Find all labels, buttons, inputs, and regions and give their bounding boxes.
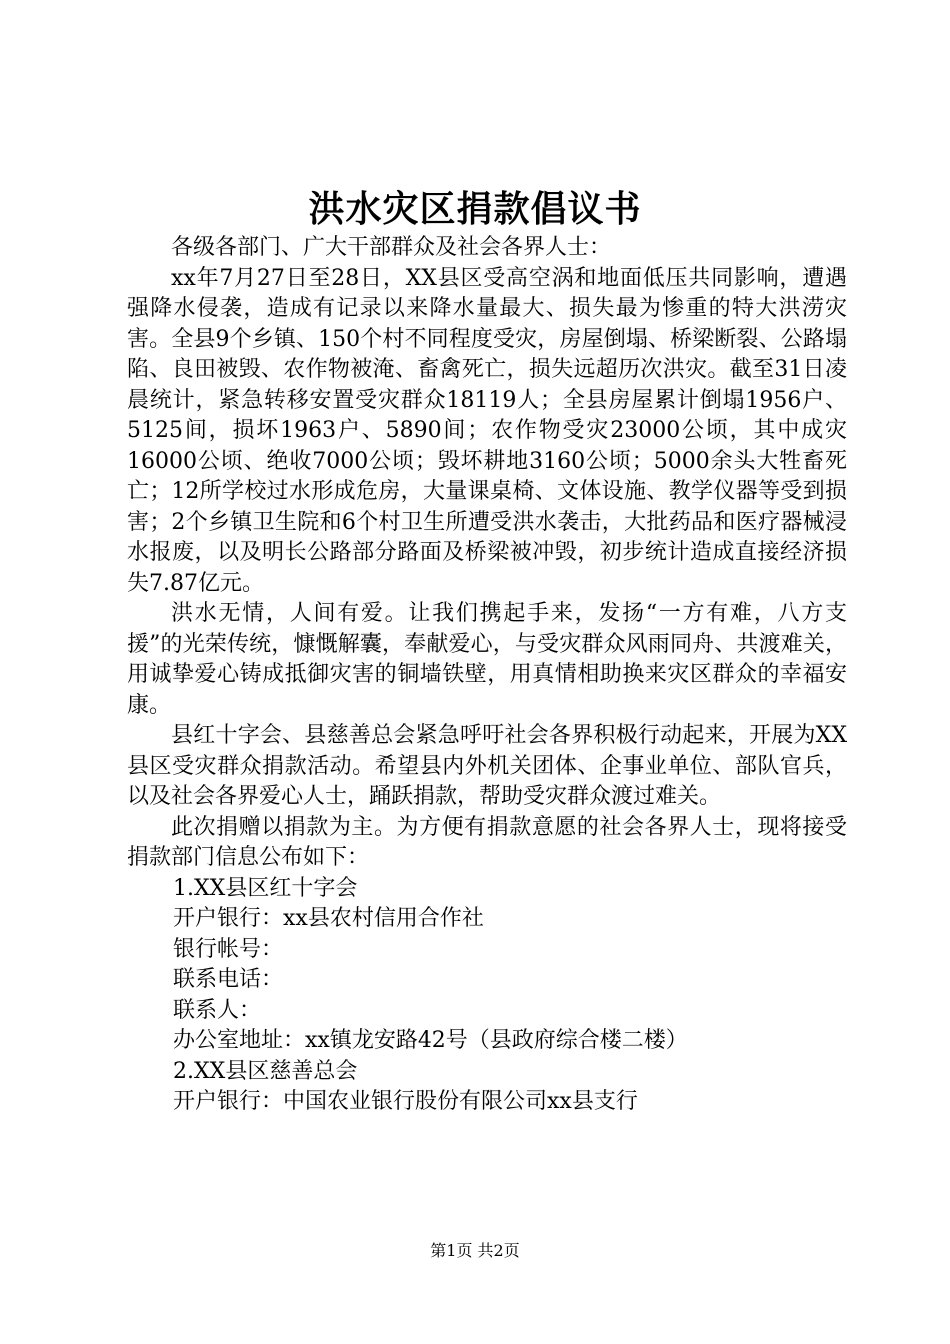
org1-name: 1.XX县区红十字会: [173, 875, 358, 901]
org1-account: 银行帐号：: [173, 936, 284, 962]
org1-address: 办公室地址：xx镇龙安路42号（县政府综合楼二楼）: [173, 1028, 688, 1053]
paragraph-appeal: 洪水无情，人间有爱。让我们携起手来，发扬“一方有难，八方支援”的光荣传统，慷慨解囊，奉献爱心，与受灾群众风雨同舟、共渡难关，用诚挚爱心铸成抵御灾害的铜墙铁壁，用真情相助换来灾区群众的幸福安康。: [127, 601, 847, 718]
org2-name: 2.XX县区慈善总会: [173, 1058, 358, 1084]
page-title: 洪水灾区捐款倡议书: [308, 188, 642, 230]
salutation: 各级各部门、广大干部群众及社会各界人士：: [171, 235, 612, 260]
org1-bank: 开户银行：xx县农村信用合作社: [173, 906, 484, 931]
org1-phone: 联系电话：: [173, 967, 284, 992]
page-number: 第1页 共2页: [430, 1241, 520, 1260]
paragraph-campaign: 县红十字会、县慈善总会紧急呼吁社会各界积极行动起来，开展为XX县区受灾群众捐款活动。希望县内外机关团体、企事业单位、部队官兵，以及社会各界爱心人士，踊跃捐款，帮助受灾群众渡过难关。: [127, 723, 847, 809]
org1-contact: 联系人：: [173, 997, 262, 1023]
org2-bank: 开户银行：中国农业银行股份有限公司xx县支行: [173, 1089, 638, 1114]
document-body: [127, 233, 847, 1118]
paragraph-donation-info: 此次捐赠以捐款为主。为方便有捐款意愿的社会各界人士，现将接受捐款部门信息公布如下：: [127, 814, 847, 870]
paragraph-disaster-report: xx年7月27日至28日，XX县区受高空涡和地面低压共同影响，遭遇强降水侵袭，造成有记录以来降水量最大、损失最为惨重的特大洪涝灾害。全县9个乡镇、150个村不同程度受灾，房屋倒塌、桥梁断裂、公路塌陷、良田被毁、农作物被淹、畜禽死亡，损失远超历次洪灾。截至31日凌晨统计，紧急转移安置受灾群众18119人；全县房屋累计倒塌1956户、5125间，损坏1963户、5890间；农作物受灾23000公顷，其中成灾16000公顷、绝收7000公顷；毁坏耕地3160公顷；5000余头大牲畜死亡；12所学校过水形成危房，大量课桌椅、文体设施、教学仪器等受到损害；2个乡镇卫生院和6个村卫生所遭受洪水袭击，大批药品和医疗器械浸水报废，以及明长公路部分路面及桥梁被冲毁，初步统计造成直接经济损失7.87亿元。: [127, 265, 847, 596]
